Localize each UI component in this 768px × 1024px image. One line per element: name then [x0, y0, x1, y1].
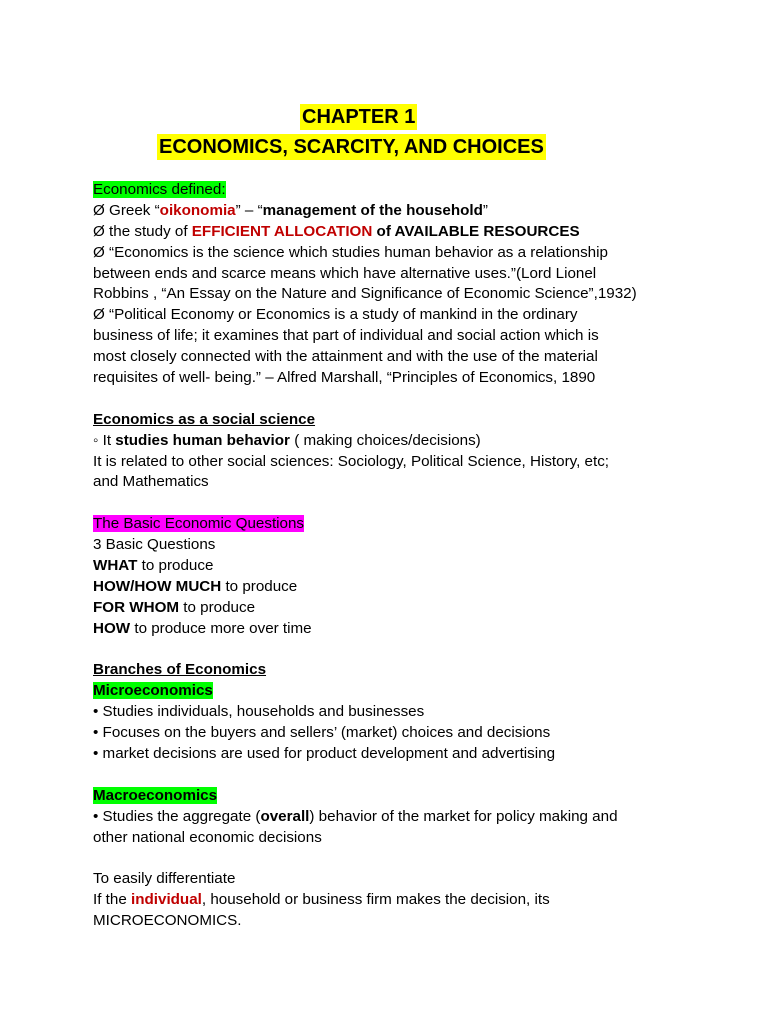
basic-questions-intro: 3 Basic Questions: [93, 536, 216, 554]
robbins-line: Ø “Economics is the science which studies human behavior as a relationship: [93, 243, 608, 261]
robbins-line: between ends and scarce means which have alternative uses.”(Lord Lionel: [93, 264, 597, 282]
text-run: If the: [93, 891, 131, 909]
list-item: • market decisions are used for product development and advertising: [93, 745, 556, 763]
social-science-line: and Mathematics: [93, 473, 209, 491]
question-keyword: HOW/HOW MUCH: [93, 577, 222, 595]
section-social-science: [93, 410, 683, 431]
chapter-title: CHAPTER 1: [302, 106, 416, 128]
robbins-line: Robbins , “An Essay on the Nature and Significance of Economic Science”,1932): [93, 285, 637, 303]
subsection-microeconomics: [93, 681, 683, 702]
efficient-allocation-text: EFFICIENT ALLOCATION: [191, 222, 373, 240]
question-keyword: WHAT: [93, 557, 138, 575]
text-run: , household or business firm makes the decision, its: [201, 891, 550, 909]
bold-phrase: overall: [260, 807, 310, 825]
section-heading: Branches of Economics: [93, 661, 267, 679]
list-item: • Focuses on the buyers and sellers’ (market) choices and decisions: [93, 724, 551, 742]
text-run: ◦ It: [93, 431, 116, 449]
text-run: ” – “: [235, 201, 263, 219]
spacer: [93, 765, 683, 786]
list-item: [93, 556, 683, 577]
spacer: [93, 640, 683, 661]
individual-text: individual: [131, 891, 202, 909]
text-run: to produce: [221, 577, 298, 595]
available-resources-text: of AVAILABLE RESOURCES: [372, 222, 580, 240]
bold-phrase: studies human behavior: [115, 431, 290, 449]
spacer: [93, 389, 683, 410]
subsection-heading: Macroeconomics: [93, 786, 218, 804]
section-heading: The Basic Economic Questions: [93, 515, 305, 533]
section-branches: [93, 660, 683, 681]
section-heading: Economics defined:: [93, 181, 226, 198]
marshall-line: requisites of well- being.” – Alfred Marshall, “Principles of Economics, 1890: [93, 369, 596, 387]
text-run: • Studies the aggregate (: [93, 807, 261, 825]
list-item: [93, 577, 683, 598]
marshall-line: most closely connected with the attainment and with the use of the material: [93, 348, 598, 366]
spacer: [93, 493, 683, 514]
subsection-heading: Microeconomics: [93, 682, 213, 700]
section-basic-questions: [93, 514, 683, 535]
marshall-line: business of life; it examines that part of individual and social action which is: [93, 327, 599, 345]
text-run: to produce: [179, 598, 256, 616]
text-run: to produce: [137, 557, 214, 575]
text-run: to produce more over time: [130, 619, 312, 637]
text-run: ) behavior of the market for policy making and: [309, 807, 618, 825]
social-science-line: It is related to other social sciences: Sociology, Political Science, History, etc;: [93, 452, 610, 470]
differentiate-line: MICROECONOMICS.: [93, 912, 242, 930]
question-keyword: HOW: [93, 619, 131, 637]
list-item: • Studies individuals, households and businesses: [93, 703, 425, 721]
question-keyword: FOR WHOM: [93, 598, 180, 616]
subsection-macroeconomics: [93, 786, 683, 807]
document-body: [93, 180, 683, 932]
text-run: Ø the study of: [93, 222, 192, 240]
list-item: [93, 807, 683, 828]
chapter-subtitle: ECONOMICS, SCARCITY, AND CHOICES: [159, 136, 544, 158]
list-item-continued: other national economic decisions: [93, 828, 322, 846]
differentiate-line: [93, 890, 683, 911]
differentiate-intro: To easily differentiate: [93, 870, 236, 888]
text-run: ”: [482, 201, 488, 219]
list-item: [93, 619, 683, 640]
definition-study: [93, 222, 683, 243]
marshall-line: Ø “Political Economy or Economics is a study of mankind in the ordinary: [93, 306, 578, 324]
term-oikonomia: oikonomia: [159, 201, 236, 219]
text-run: ( making choices/decisions): [289, 431, 481, 449]
social-science-line: [93, 431, 683, 452]
section-heading: Economics as a social science: [93, 410, 316, 428]
term-meaning: management of the household: [262, 201, 483, 219]
section-economics-defined: [93, 180, 683, 201]
spacer: [93, 849, 683, 870]
definition-greek: [93, 201, 683, 222]
list-item: [93, 598, 683, 619]
text-run: Ø Greek “: [93, 201, 160, 219]
